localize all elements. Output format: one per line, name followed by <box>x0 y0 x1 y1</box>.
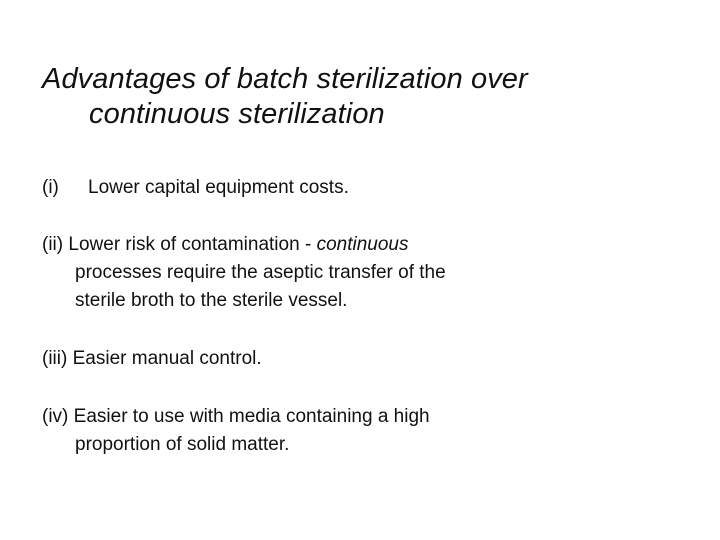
item-text: Easier to use with media containing a high <box>73 406 430 427</box>
list-item-3 <box>42 345 662 373</box>
item-marker: (i) <box>42 177 59 198</box>
item-marker: (ii) <box>42 234 64 255</box>
item-text: Lower risk of contamination - <box>68 234 317 255</box>
item-emphasis: continuous <box>316 234 409 255</box>
item-marker: (iv) <box>42 406 69 427</box>
title-line-1: Advantages of batch sterilization over <box>42 63 528 95</box>
list-item-4 <box>42 403 662 459</box>
title-line-2: continuous sterilization <box>89 98 385 130</box>
item-marker: (iii) <box>42 348 68 369</box>
item-text-line-2: proportion of solid matter. <box>75 434 290 455</box>
list-item-1 <box>42 174 662 202</box>
item-text-line-3: sterile broth to the sterile vessel. <box>75 290 348 311</box>
slide-title <box>42 62 682 132</box>
item-text: Lower capital equipment costs. <box>88 177 349 198</box>
item-text: Easier manual control. <box>72 348 262 369</box>
list-item-2 <box>42 231 662 315</box>
item-text-line-2: processes require the aseptic transfer of the <box>75 262 446 283</box>
